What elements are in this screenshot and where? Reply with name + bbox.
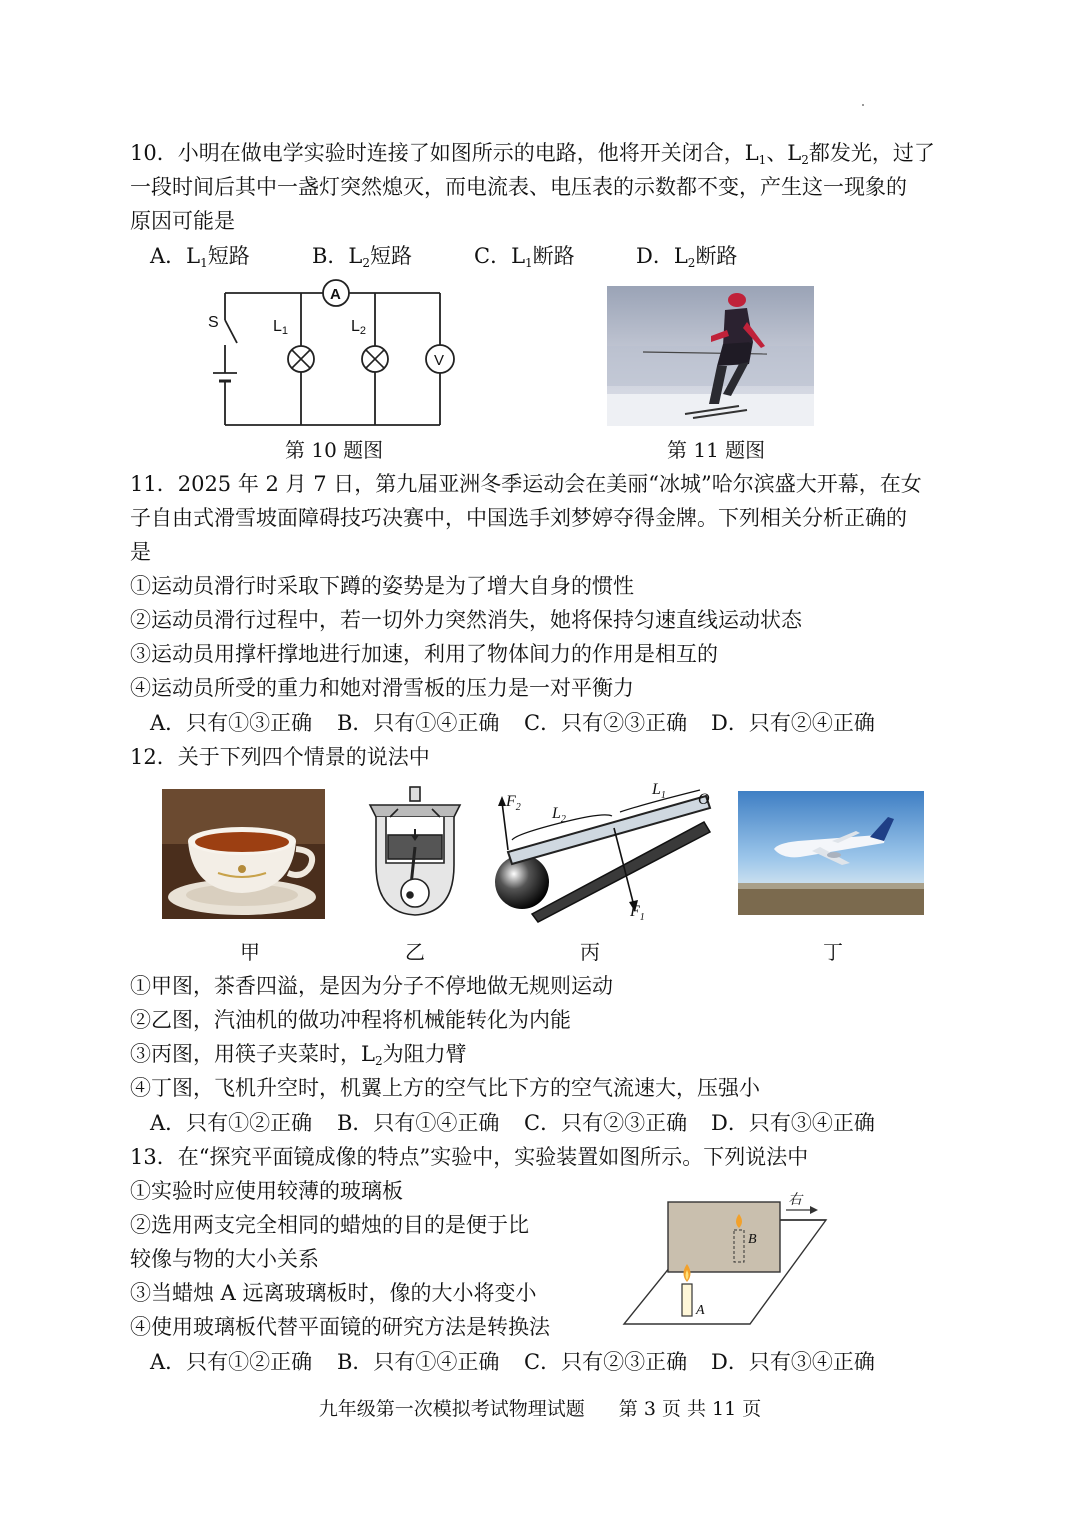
q13-line-1: 13．在“探究平面镜成像的特点”实验中，实验装置如图所示。下列说法中: [130, 1145, 809, 1169]
lamp-l1: [288, 346, 314, 372]
q12-statement-3: ③丙图，用筷子夹菜时，$L_2$为阻力臂: [130, 1042, 467, 1068]
q11-line-2: 子自由式滑雪坡面障碍技巧决赛中，中国选手刘梦婷夺得金牌。下列相关分析正确的: [130, 506, 907, 530]
q12-line-1: 12．关于下列四个情景的说法中: [130, 745, 430, 769]
lamp-l2: [362, 346, 388, 372]
q11-statement-1: ①运动员滑行时采取下蹲的姿势是为了增大自身的惯性: [130, 574, 634, 598]
candle-b-label: B: [748, 1232, 757, 1247]
q12-option-c[interactable]: C．只有②③正确: [524, 1111, 688, 1135]
q11-figure-caption: 第 11 题图: [667, 438, 766, 462]
q11-option-d[interactable]: D．只有②④正确: [711, 711, 875, 735]
q11-line-3: 是: [130, 540, 151, 564]
q12-statement-2: ②乙图，汽油机的做功冲程将机械能转化为内能: [130, 1008, 571, 1032]
q13-statement-3: ③当蜡烛 A 远离玻璃板时，像的大小将变小: [130, 1281, 537, 1305]
page-info: 第 3 页 共 11 页: [618, 1398, 762, 1420]
q13-option-c[interactable]: C．只有②③正确: [524, 1350, 688, 1374]
q10-figure-caption: 第 10 题图: [285, 438, 384, 462]
airplane-photo: [738, 791, 924, 915]
q10-line-2: 一段时间后其中一盏灯突然熄灭，而电流表、电压表的示数都不变，产生这一现象的: [130, 175, 907, 199]
ammeter-label: A: [330, 286, 341, 303]
q11-option-c[interactable]: C．只有②③正确: [524, 711, 688, 735]
q10-option-c[interactable]: C．$L_1$断路: [474, 244, 575, 270]
l2-label: $L_2$: [552, 805, 566, 825]
chopsticks-lever-diagram: [494, 782, 720, 924]
f2-label: $F_2$: [506, 793, 521, 813]
q11-option-a[interactable]: A．只有①③正确: [150, 711, 313, 735]
q10-option-b[interactable]: B．$L_2$短路: [312, 244, 413, 270]
q13-statement-1: ①实验时应使用较薄的玻璃板: [130, 1179, 403, 1203]
switch-label: S: [208, 314, 219, 331]
q10-option-d[interactable]: D．$L_2$断路: [636, 244, 738, 270]
q13-option-a[interactable]: A．只有①②正确: [150, 1350, 313, 1374]
q11-statement-4: ④运动员所受的重力和她对滑雪板的压力是一对平衡力: [130, 676, 634, 700]
f1-label: $F_1$: [630, 903, 645, 923]
tea-cup-photo: [162, 789, 325, 919]
engine-diagram: [364, 783, 466, 925]
figure-bing-caption: 丙: [580, 940, 600, 964]
q10-option-a[interactable]: A．$L_1$短路: [150, 244, 250, 270]
candle-a-label: A: [696, 1303, 705, 1318]
q11-statement-3: ③运动员用撑杆撑地进行加速，利用了物体间力的作用是相互的: [130, 642, 718, 666]
q12-statement-1: ①甲图，茶香四溢，是因为分子不停地做无规则运动: [130, 974, 613, 998]
right-label: 右: [788, 1193, 802, 1208]
q13-statement-4: ④使用玻璃板代替平面镜的研究方法是转换法: [130, 1315, 550, 1339]
q13-statement-2b: 较像与物的大小关系: [130, 1247, 319, 1271]
scan-speck: [862, 104, 864, 106]
q12-statement-4: ④丁图，飞机升空时，机翼上方的空气比下方的空气流速大，压强小: [130, 1076, 760, 1100]
skier-photo: [607, 286, 814, 426]
circuit-diagram: [195, 275, 455, 435]
q11-line-1: 11．2025 年 2 月 7 日，第九届亚洲冬季运动会在美丽“冰城”哈尔滨盛大开幕，在女: [130, 472, 922, 496]
q13-statement-2a: ②选用两支完全相同的蜡烛的目的是便于比: [130, 1213, 529, 1237]
q13-option-d[interactable]: D．只有③④正确: [711, 1350, 875, 1374]
figure-jia-caption: 甲: [240, 940, 260, 964]
q10-line-1: 10．小明在做电学实验时连接了如图所示的电路，他将开关闭合，$L_1$、$L_2$都发光，过了: [130, 141, 935, 167]
plane-mirror-setup: [618, 1190, 830, 1330]
q12-option-a[interactable]: A．只有①②正确: [150, 1111, 313, 1135]
page-footer: [0, 1394, 1080, 1424]
q11-statement-2: ②运动员滑行过程中，若一切外力突然消失，她将保持匀速直线运动状态: [130, 608, 802, 632]
q12-option-b[interactable]: B．只有①④正确: [337, 1111, 500, 1135]
l1-label: $L_1$: [652, 782, 666, 801]
q13-option-b[interactable]: B．只有①④正确: [337, 1350, 500, 1374]
voltmeter-label: V: [434, 352, 445, 369]
figure-ding-caption: 丁: [823, 940, 843, 964]
q12-option-d[interactable]: D．只有③④正确: [711, 1111, 875, 1135]
q11-option-b[interactable]: B．只有①④正确: [337, 711, 500, 735]
o-label: O: [698, 791, 710, 808]
q10-line-3: 原因可能是: [130, 209, 235, 233]
figure-yi-caption: 乙: [405, 940, 425, 964]
exam-title: 九年级第一次模拟考试物理试题: [318, 1398, 585, 1420]
lamp1-label: L1: [273, 318, 289, 337]
lamp2-label: L2: [351, 318, 367, 337]
